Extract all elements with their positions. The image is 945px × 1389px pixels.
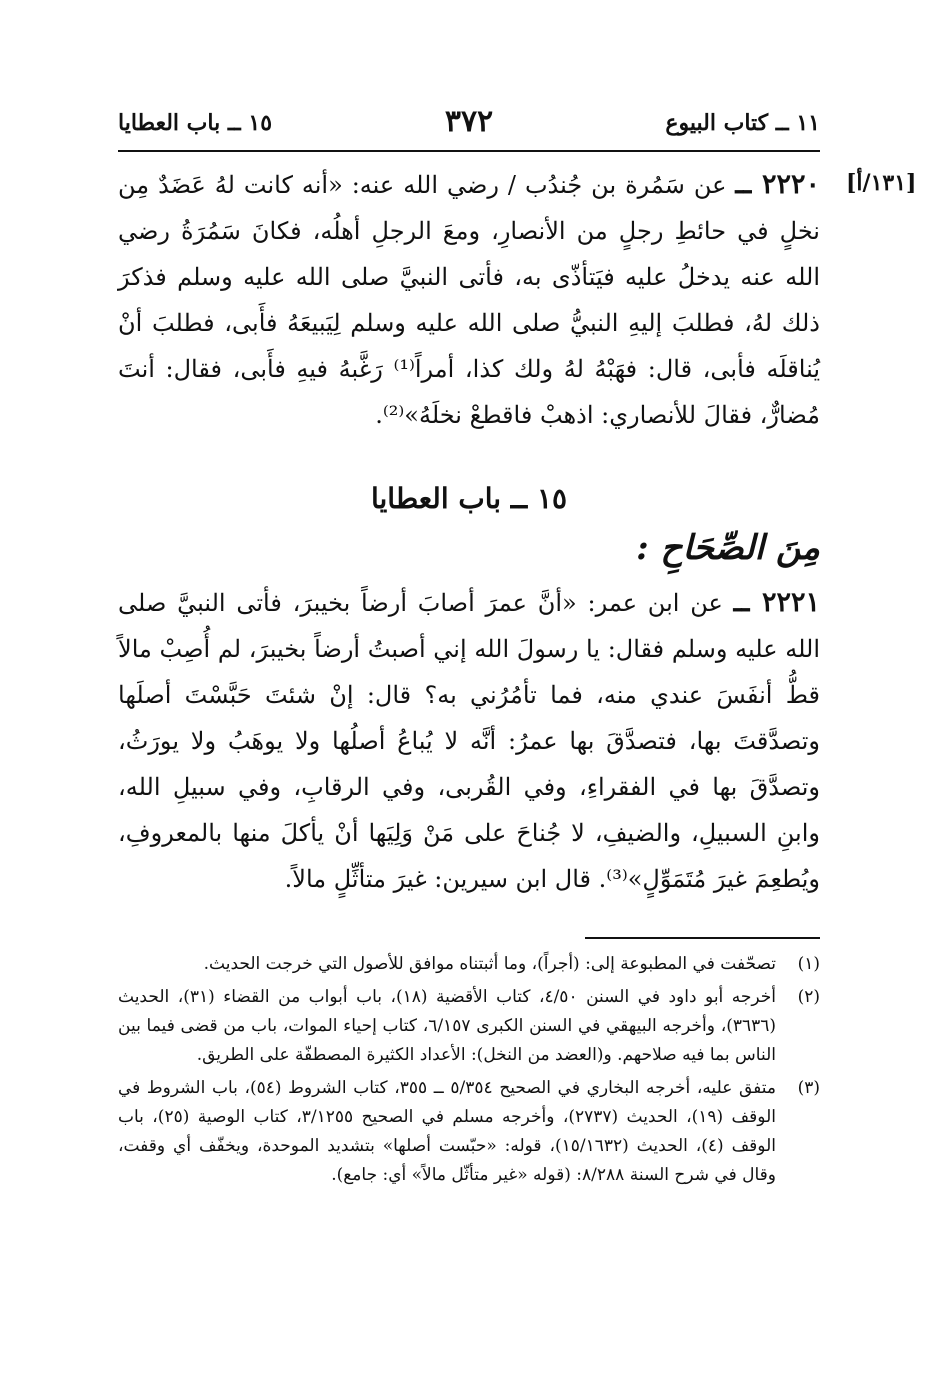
footnote-number: (١): [797, 954, 820, 974]
chapter-title: ١١ ــ كتاب البيوع: [665, 110, 820, 136]
hadith-paragraph: [118, 162, 820, 438]
manuscript-folio-note: [١٣١/أ]: [846, 170, 917, 196]
hadith-text: عن ابن عمر: «أنَّ عمرَ أصابَ أرضاً بخيبرَ، فأتى النبيَّ صلى الله عليه وسلم فقال: يا رسولَ الله إني أصبتُ أرضاً بخيبرَ، لم أُصِبْ مالاً قطُّ أنفَسَ عندي منه، فما تأمُرُني به؟ قال: إنْ شئتَ حَبَّسْتَ أصلَها وتصدَّقتَ بها، فتصدَّقَ بها عمرُ: أنَّه لا يُباعُ أصلُها ولا يوهَبُ ولا يورَثُ، وتصدَّقَ بها في الفقراءِ، وفي القُربى، وفي الرقابِ، وفي سبيلِ الله، وابنِ السبيلِ، والضيفِ، لا جُناحَ على مَنْ وَلِيَها أنْ يأكلَ منها بالمعروفِ، ويُطعِمَ غيرَ مُتَمَوِّلٍ»⁽³⁾. قال ابن سيرين: غيرَ متأثِّلٍ مالاً.: [118, 589, 820, 893]
section-title: ١٥ ــ باب العطايا: [118, 110, 273, 136]
footnote-number: (٢): [797, 987, 820, 1007]
footnote-text: متفق عليه، أخرجه البخاري في الصحيح ٥/٣٥٤ ــ ٣٥٥، كتاب الشروط (٥٤)، باب الشروط في الوقف (١٩)، الحديث (٢٧٣٧)، وأخرجه مسلم في الصحيح ٣/١٢٥٥، كتاب الوصية (٢٥)، باب الوقف (٤)، الحديث (١٥/١٦٣٢)، قوله: «حبّست أصلها» بتشديد الموحدة، ويخفّف أي وقفت، وقال في شرح السنة ٨/٢٨٨: (قوله «غير متأثّل مالاً» أي: جامع).: [118, 1078, 776, 1185]
source-label: مِنَ الصِّحَاحِ :: [636, 528, 820, 568]
footnote: [118, 1074, 820, 1190]
hadith-2221: [118, 580, 820, 902]
hadith-2220: [118, 162, 820, 438]
chapter-heading: ١٥ ــ باب العطايا: [370, 482, 568, 515]
footnote-number: (٣): [797, 1078, 820, 1098]
footnote-text: تصحّفت في المطبوعة إلى: (أجراً)، وما أثبتناه موافق للأصول التي خرجت الحديث.: [203, 954, 776, 974]
footnote: [118, 950, 820, 979]
header-divider: [118, 150, 820, 152]
hadith-number: ٢٢٢٠ ــ: [735, 169, 820, 200]
hadith-paragraph: [118, 580, 820, 902]
footnote-text: أخرجه أبو داود في السنن ٤/٥٠، كتاب الأقضية (١٨)، باب أبواب من القضاء (٣١)، الحديث (٣٦٣٦)، وأخرجه البيهقي في السنن الكبرى ٦/١٥٧، كتاب إحياء الموات، باب من قضى فيما بين الناس بما فيه صلاحهم. و(العضد من النخل): الأعداد الكثيرة المصطفّة على الطريق.: [118, 987, 777, 1065]
footnotes: [118, 950, 820, 1194]
hadith-number: ٢٢٢١ ــ: [733, 587, 820, 618]
hadith-text: عن سَمُرة بن جُندُب / رضي الله عنه: «أنه كانت لهُ عَضَدٌ مِن نخلٍ في حائطِ رجلٍ من الأنصارِ، ومعَ الرجلِ أهلُه، فكانَ سَمُرَةُ رضي الله عنه يدخلُ عليه فيَتأذّى به، فأتى النبيَّ صلى الله عليه وسلم فذكرَ ذلك لهُ، فطلبَ إليهِ النبيُّ صلى الله عليه وسلم لِيَبيعَهُ فأَبى، فطلبَ أنْ يُناقلَه فأبى، قال: فهَبْهُ لهُ ولك كذا، أمراً⁽¹⁾ رَغَّبهُ فيهِ فأَبى، فقال: أنتَ مُضارٌّ، فقالَ للأنصاري: اذهبْ فاقطعْ نخلَهُ»⁽²⁾.: [118, 171, 821, 429]
running-head: [118, 104, 820, 144]
footnote: [118, 983, 820, 1070]
page-number: ٣٧٢: [444, 104, 494, 139]
footnote-divider: [585, 937, 820, 939]
